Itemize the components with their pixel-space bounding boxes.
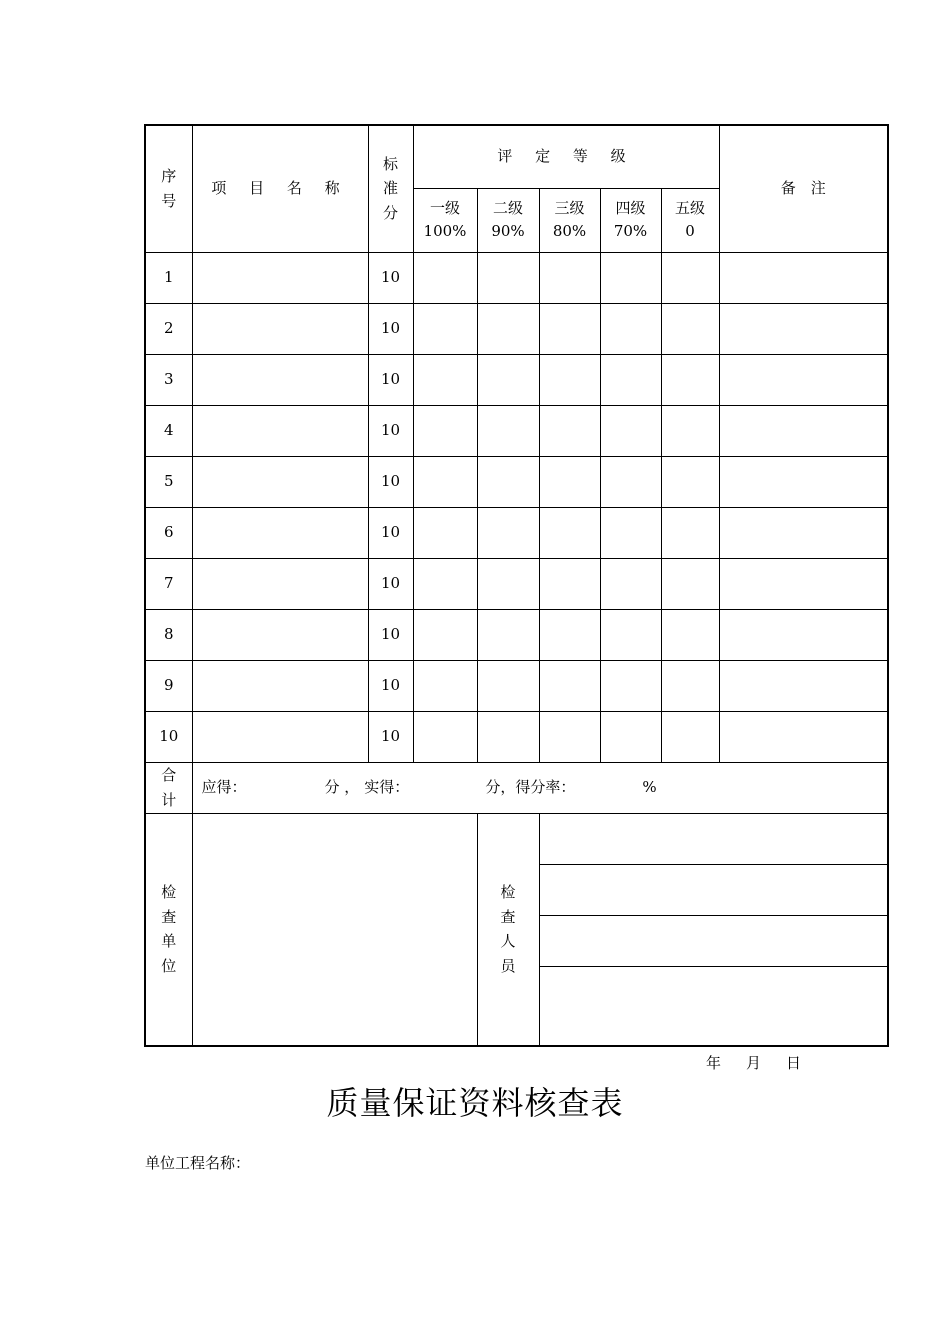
score-table [144,124,889,1047]
row-number: 8 [145,609,192,660]
grade-cell[interactable] [661,609,719,660]
grade-cell[interactable] [413,303,477,354]
grade-cell[interactable] [661,660,719,711]
grade-cell[interactable] [539,711,600,762]
grade-cell[interactable] [661,252,719,303]
standard-score: 10 [368,507,413,558]
row-number: 10 [145,711,192,762]
grade-cell[interactable] [413,507,477,558]
standard-score: 10 [368,405,413,456]
grade-cell[interactable] [600,303,661,354]
grade-cell[interactable] [600,711,661,762]
item-name-cell[interactable] [192,711,368,762]
grade-cell[interactable] [413,354,477,405]
check-person-line[interactable] [539,864,888,915]
remark-cell[interactable] [719,252,888,303]
grade-cell[interactable] [661,303,719,354]
item-name-cell[interactable] [192,507,368,558]
total-summary[interactable]: 应得： 分 ， 实得： 分，得分率： % [192,762,888,813]
grade-cell[interactable] [477,558,539,609]
standard-score: 10 [368,609,413,660]
item-name-cell[interactable] [192,354,368,405]
remark-cell[interactable] [719,558,888,609]
grade-cell[interactable] [600,405,661,456]
grade-cell[interactable] [600,660,661,711]
grade-cell[interactable] [413,609,477,660]
remark-cell[interactable] [719,456,888,507]
header-standard-score: 标 准 分 [368,125,413,252]
header-grade-1: 一级 100% [413,188,477,252]
grade-cell[interactable] [477,303,539,354]
grade-cell[interactable] [600,456,661,507]
item-name-cell[interactable] [192,558,368,609]
header-item-name: 项 目 名 称 [192,125,368,252]
date-year: 年 [706,1054,722,1072]
remark-cell[interactable] [719,660,888,711]
standard-score: 10 [368,252,413,303]
table-row [145,507,888,558]
page-title: 质量保证资料核查表 [326,1084,624,1122]
table-row [145,660,888,711]
date-line [706,1052,801,1073]
row-number: 1 [145,252,192,303]
grade-cell[interactable] [413,558,477,609]
remark-cell[interactable] [719,609,888,660]
header-grade-2: 二级 90% [477,188,539,252]
grade-cell[interactable] [477,507,539,558]
grade-cell[interactable] [661,354,719,405]
table-row [145,558,888,609]
grade-cell[interactable] [477,456,539,507]
remark-cell[interactable] [719,405,888,456]
header-rating: 评 定 等 级 [413,125,719,188]
grade-cell[interactable] [413,252,477,303]
grade-cell[interactable] [539,405,600,456]
grade-cell[interactable] [539,252,600,303]
item-name-cell[interactable] [192,456,368,507]
table-row [145,354,888,405]
remark-cell[interactable] [719,354,888,405]
row-number: 3 [145,354,192,405]
grade-cell[interactable] [539,456,600,507]
table-row [145,609,888,660]
item-name-cell[interactable] [192,405,368,456]
grade-cell[interactable] [413,711,477,762]
item-name-cell[interactable] [192,660,368,711]
table-row [145,303,888,354]
header-seq: 序 号 [145,125,192,252]
grade-cell[interactable] [477,405,539,456]
check-person-line[interactable] [539,966,888,1046]
grade-cell[interactable] [539,609,600,660]
header-grade-4: 四级 70% [600,188,661,252]
header-grade-5: 五级 0 [661,188,719,252]
check-person-label: 检 查 人 员 [477,813,539,1046]
grade-cell[interactable] [539,354,600,405]
grade-cell[interactable] [413,456,477,507]
date-month: 月 [746,1054,762,1072]
remark-cell[interactable] [719,303,888,354]
grade-cell[interactable] [539,303,600,354]
standard-score: 10 [368,558,413,609]
total-row [145,762,888,813]
table-row [145,252,888,303]
grade-cell[interactable] [600,609,661,660]
grade-cell[interactable] [477,354,539,405]
grade-cell[interactable] [661,711,719,762]
item-name-cell[interactable] [192,252,368,303]
grade-cell[interactable] [661,405,719,456]
check-unit-cell[interactable] [192,813,477,1046]
table-row [145,405,888,456]
row-number: 2 [145,303,192,354]
check-row [145,813,888,864]
grade-cell[interactable] [477,711,539,762]
grade-cell[interactable] [539,558,600,609]
total-label: 合 计 [145,762,192,813]
grade-cell[interactable] [661,456,719,507]
check-person-line[interactable] [539,915,888,966]
unit-project-label: 单位工程名称： [145,1154,251,1172]
standard-score: 10 [368,660,413,711]
table-row [145,456,888,507]
grade-cell[interactable] [413,405,477,456]
check-person-line[interactable] [539,813,888,864]
grade-cell[interactable] [600,354,661,405]
row-number: 9 [145,660,192,711]
row-number: 4 [145,405,192,456]
standard-score: 10 [368,711,413,762]
grade-cell[interactable] [661,507,719,558]
remark-cell[interactable] [719,711,888,762]
item-name-cell[interactable] [192,303,368,354]
grade-cell[interactable] [477,660,539,711]
grade-cell[interactable] [413,660,477,711]
standard-score: 10 [368,303,413,354]
row-number: 6 [145,507,192,558]
table-row [145,711,888,762]
check-unit-label: 检 查 单 位 [145,813,192,1046]
header-grade-3: 三级 80% [539,188,600,252]
header-remark: 备 注 [719,125,888,252]
item-name-cell[interactable] [192,609,368,660]
grade-cell[interactable] [661,558,719,609]
grade-cell[interactable] [539,507,600,558]
grade-cell[interactable] [600,507,661,558]
grade-cell[interactable] [600,558,661,609]
row-number: 7 [145,558,192,609]
date-day: 日 [786,1054,802,1072]
remark-cell[interactable] [719,507,888,558]
standard-score: 10 [368,354,413,405]
grade-cell[interactable] [600,252,661,303]
grade-cell[interactable] [539,660,600,711]
row-number: 5 [145,456,192,507]
standard-score: 10 [368,456,413,507]
grade-cell[interactable] [477,609,539,660]
grade-cell[interactable] [477,252,539,303]
